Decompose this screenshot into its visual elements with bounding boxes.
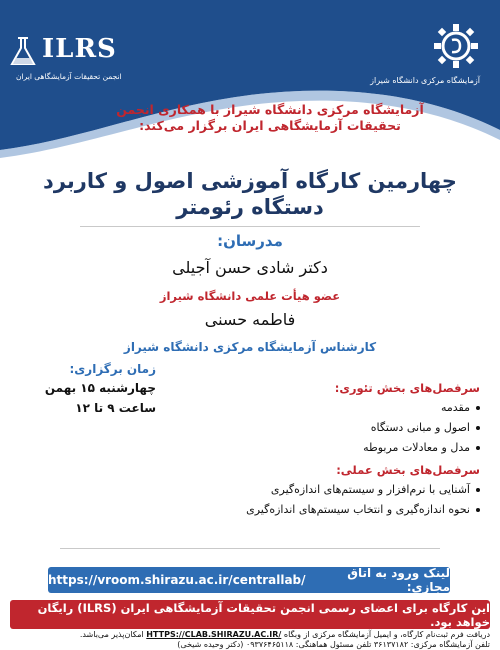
central-lab-logo [330,22,480,97]
central-lab-logo-text: آزمایشگاه مرکزی دانشگاه شیراز [370,76,480,85]
footer-line-1: دریافت فرم ثبت‌نام کارگاه، و ایمیل آزمایشگاه مرکزی از وبگاه HTTPS://CLAB.SHIRAZU.AC.IR/ امکان‌پذیر می‌باشد. [79,630,490,639]
ilrs-logo-subtitle: انجمن تحقیقات آزمایشگاهی ایران [16,72,122,81]
bullet-icon [476,426,480,430]
theory-label: سرفصل‌های بخش تئوری: [334,381,480,395]
schedule-date: چهارشنبه ۱۵ بهمن [44,381,156,395]
schedule-label: زمان برگزاری: [69,362,156,376]
title-line-1: چهارمین کارگاه آموزشی اصول و کاربرد [43,169,457,193]
instructor-2-name: فاطمه حسنی [204,310,296,329]
virtual-room-label: لینک ورود به اتاق مجازی: [347,566,450,594]
bullet-icon [476,446,480,450]
gear-logo-icon [432,22,480,70]
free-membership-notice: این کارگاه برای اعضای رسمی انجمن تحقیقات آزمایشگاهی ایران (ILRS) رایگان خواهد بود. [10,600,490,629]
schedule-block [36,360,156,418]
intro-line-1: آزمایشگاه مرکزی دانشگاه شیراز با همکاری انجمن [116,102,424,117]
instructor-2-role: کارشناس آزمایشگاه مرکزی دانشگاه شیراز [123,340,377,354]
footer [10,630,490,650]
intro-text [70,102,470,134]
schedule-time: ساعت ۹ تا ۱۲ [75,401,156,415]
practical-label: سرفصل‌های بخش عملی: [336,463,480,477]
ilrs-logo-text: ILRS [42,34,117,64]
bullet-icon [476,488,480,492]
list-item: آشنایی با نرم‌افزار و سیستم‌های اندازه‌گیری [210,480,480,500]
instructor-1-role: عضو هیأت علمی دانشگاه شیراز [159,289,341,303]
title-line-2: دستگاه رئومتر [176,195,324,219]
workshop-title [20,168,480,220]
virtual-room-link[interactable]: https://vroom.shirazu.ac.ir/centrallab/ [48,573,306,587]
list-item: اصول و مبانی دستگاه [210,418,480,438]
virtual-room-banner [48,567,450,593]
instructors-label: مدرسان: [217,232,283,250]
bullet-icon [476,406,480,410]
list-item: مدل و معادلات مربوطه [210,438,480,458]
divider-bottom [60,548,440,549]
registration-link[interactable]: HTTPS://CLAB.SHIRAZU.AC.IR/ [146,630,282,639]
instructor-1-name: دکتر شادی حسن آجیلی [172,258,328,277]
intro-line-2: تحقیقات آزمایشگاهی ایران برگزار می‌کند: [139,118,401,133]
bullet-icon [476,508,480,512]
footer-line-2: تلفن آزمایشگاه مرکزی: ۳۶۱۳۷۱۸۲ تلفن مسئول هماهنگی: ۰۹۳۷۶۴۶۵۱۱۸ (دکتر وحیده شیخی) [177,640,490,649]
list-item: مقدمه [210,398,480,418]
list-item: نحوه اندازه‌گیری و انتخاب سیستم‌های اندازه‌گیری [210,500,480,520]
flask-logo-icon [8,36,38,68]
practical-section [210,460,480,520]
ilrs-logo [8,32,148,92]
divider-top [80,226,420,227]
theory-section [210,378,480,458]
